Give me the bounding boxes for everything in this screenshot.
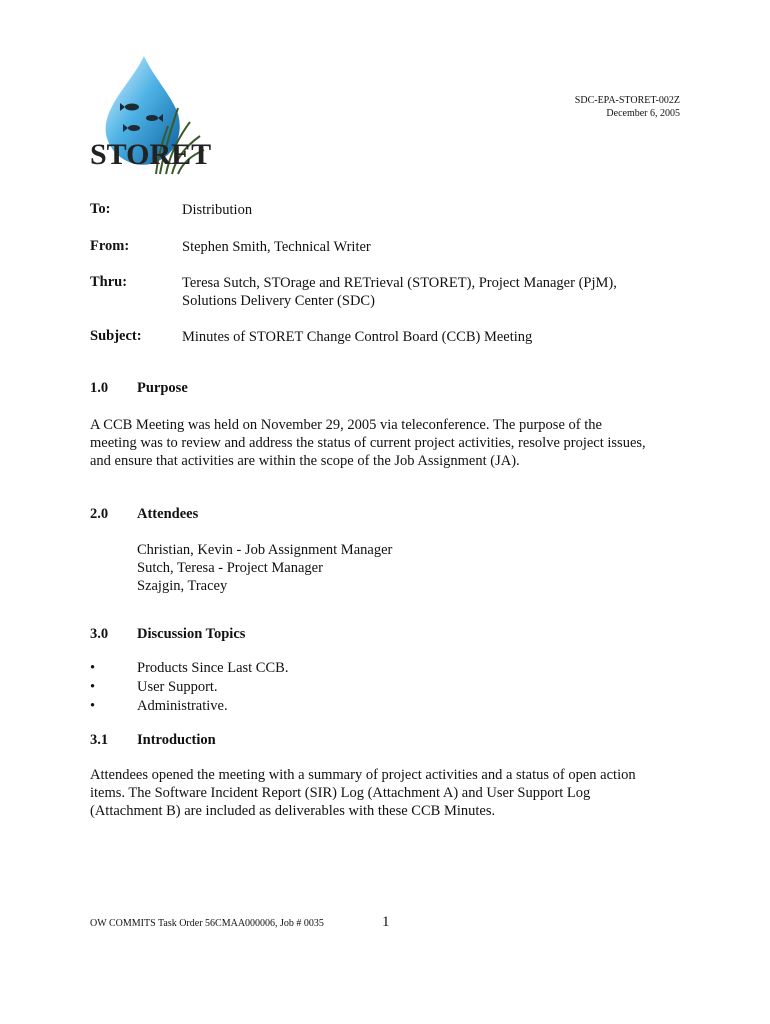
paragraph-line: meeting was to review and address the status of current project activities, resolve project issues, bbox=[90, 435, 646, 451]
bullet-icon: • bbox=[90, 660, 96, 676]
subject-label: Subject: bbox=[90, 328, 142, 344]
document-date: December 6, 2005 bbox=[606, 108, 680, 119]
thru-line: Solutions Delivery Center (SDC) bbox=[182, 293, 375, 309]
bullet-icon: • bbox=[90, 698, 96, 714]
introduction-paragraph bbox=[90, 766, 690, 820]
topic-text: User Support. bbox=[137, 679, 218, 695]
section-number: 1.0 bbox=[90, 380, 109, 396]
section-title: Introduction bbox=[137, 732, 216, 748]
section-title: Attendees bbox=[137, 506, 199, 522]
to-value: Distribution bbox=[182, 202, 253, 218]
bullet-icon: • bbox=[90, 679, 96, 695]
from-label: From: bbox=[90, 238, 130, 254]
document-id: SDC-EPA-STORET-002Z bbox=[574, 95, 680, 106]
paragraph-line: Attendees opened the meeting with a summary of project activities and a status of open action bbox=[90, 767, 636, 783]
document-id-block bbox=[575, 94, 680, 120]
paragraph-line: A CCB Meeting was held on November 29, 2005 via teleconference. The purpose of the bbox=[90, 417, 602, 433]
section-title: Purpose bbox=[137, 380, 188, 396]
section-number: 2.0 bbox=[90, 506, 109, 522]
thru-value bbox=[182, 274, 617, 310]
thru-label: Thru: bbox=[90, 274, 128, 290]
attendee-item: Szajgin, Tracey bbox=[137, 578, 228, 594]
footer-text: OW COMMITS Task Order 56CMAA000006, Job # 0035 bbox=[90, 918, 324, 929]
topic-text: Products Since Last CCB. bbox=[137, 660, 289, 676]
section-number: 3.0 bbox=[90, 626, 109, 642]
attendees-list bbox=[137, 541, 392, 595]
subject-value: Minutes of STORET Change Control Board (CCB) Meeting bbox=[182, 329, 533, 345]
water-drop-fish-logo-icon bbox=[82, 52, 212, 182]
topic-text: Administrative. bbox=[137, 698, 228, 714]
from-value: Stephen Smith, Technical Writer bbox=[182, 239, 371, 255]
page-number: 1 bbox=[382, 914, 390, 930]
purpose-paragraph bbox=[90, 416, 690, 470]
svg-text:STORET: STORET bbox=[90, 138, 212, 171]
attendee-item: Christian, Kevin - Job Assignment Manager bbox=[137, 542, 393, 558]
section-number: 3.1 bbox=[90, 732, 109, 748]
paragraph-line: items. The Software Incident Report (SIR) Log (Attachment A) and User Support Log bbox=[90, 785, 591, 801]
storet-logo bbox=[82, 52, 212, 182]
paragraph-line: and ensure that activities are within the scope of the Job Assignment (JA). bbox=[90, 453, 520, 469]
to-label: To: bbox=[90, 201, 111, 217]
section-title: Discussion Topics bbox=[137, 626, 246, 642]
thru-line: Teresa Sutch, STOrage and RETrieval (STORET), Project Manager (PjM), bbox=[182, 275, 617, 291]
paragraph-line: (Attachment B) are included as deliverables with these CCB Minutes. bbox=[90, 803, 496, 819]
attendee-item: Sutch, Teresa - Project Manager bbox=[137, 560, 323, 576]
